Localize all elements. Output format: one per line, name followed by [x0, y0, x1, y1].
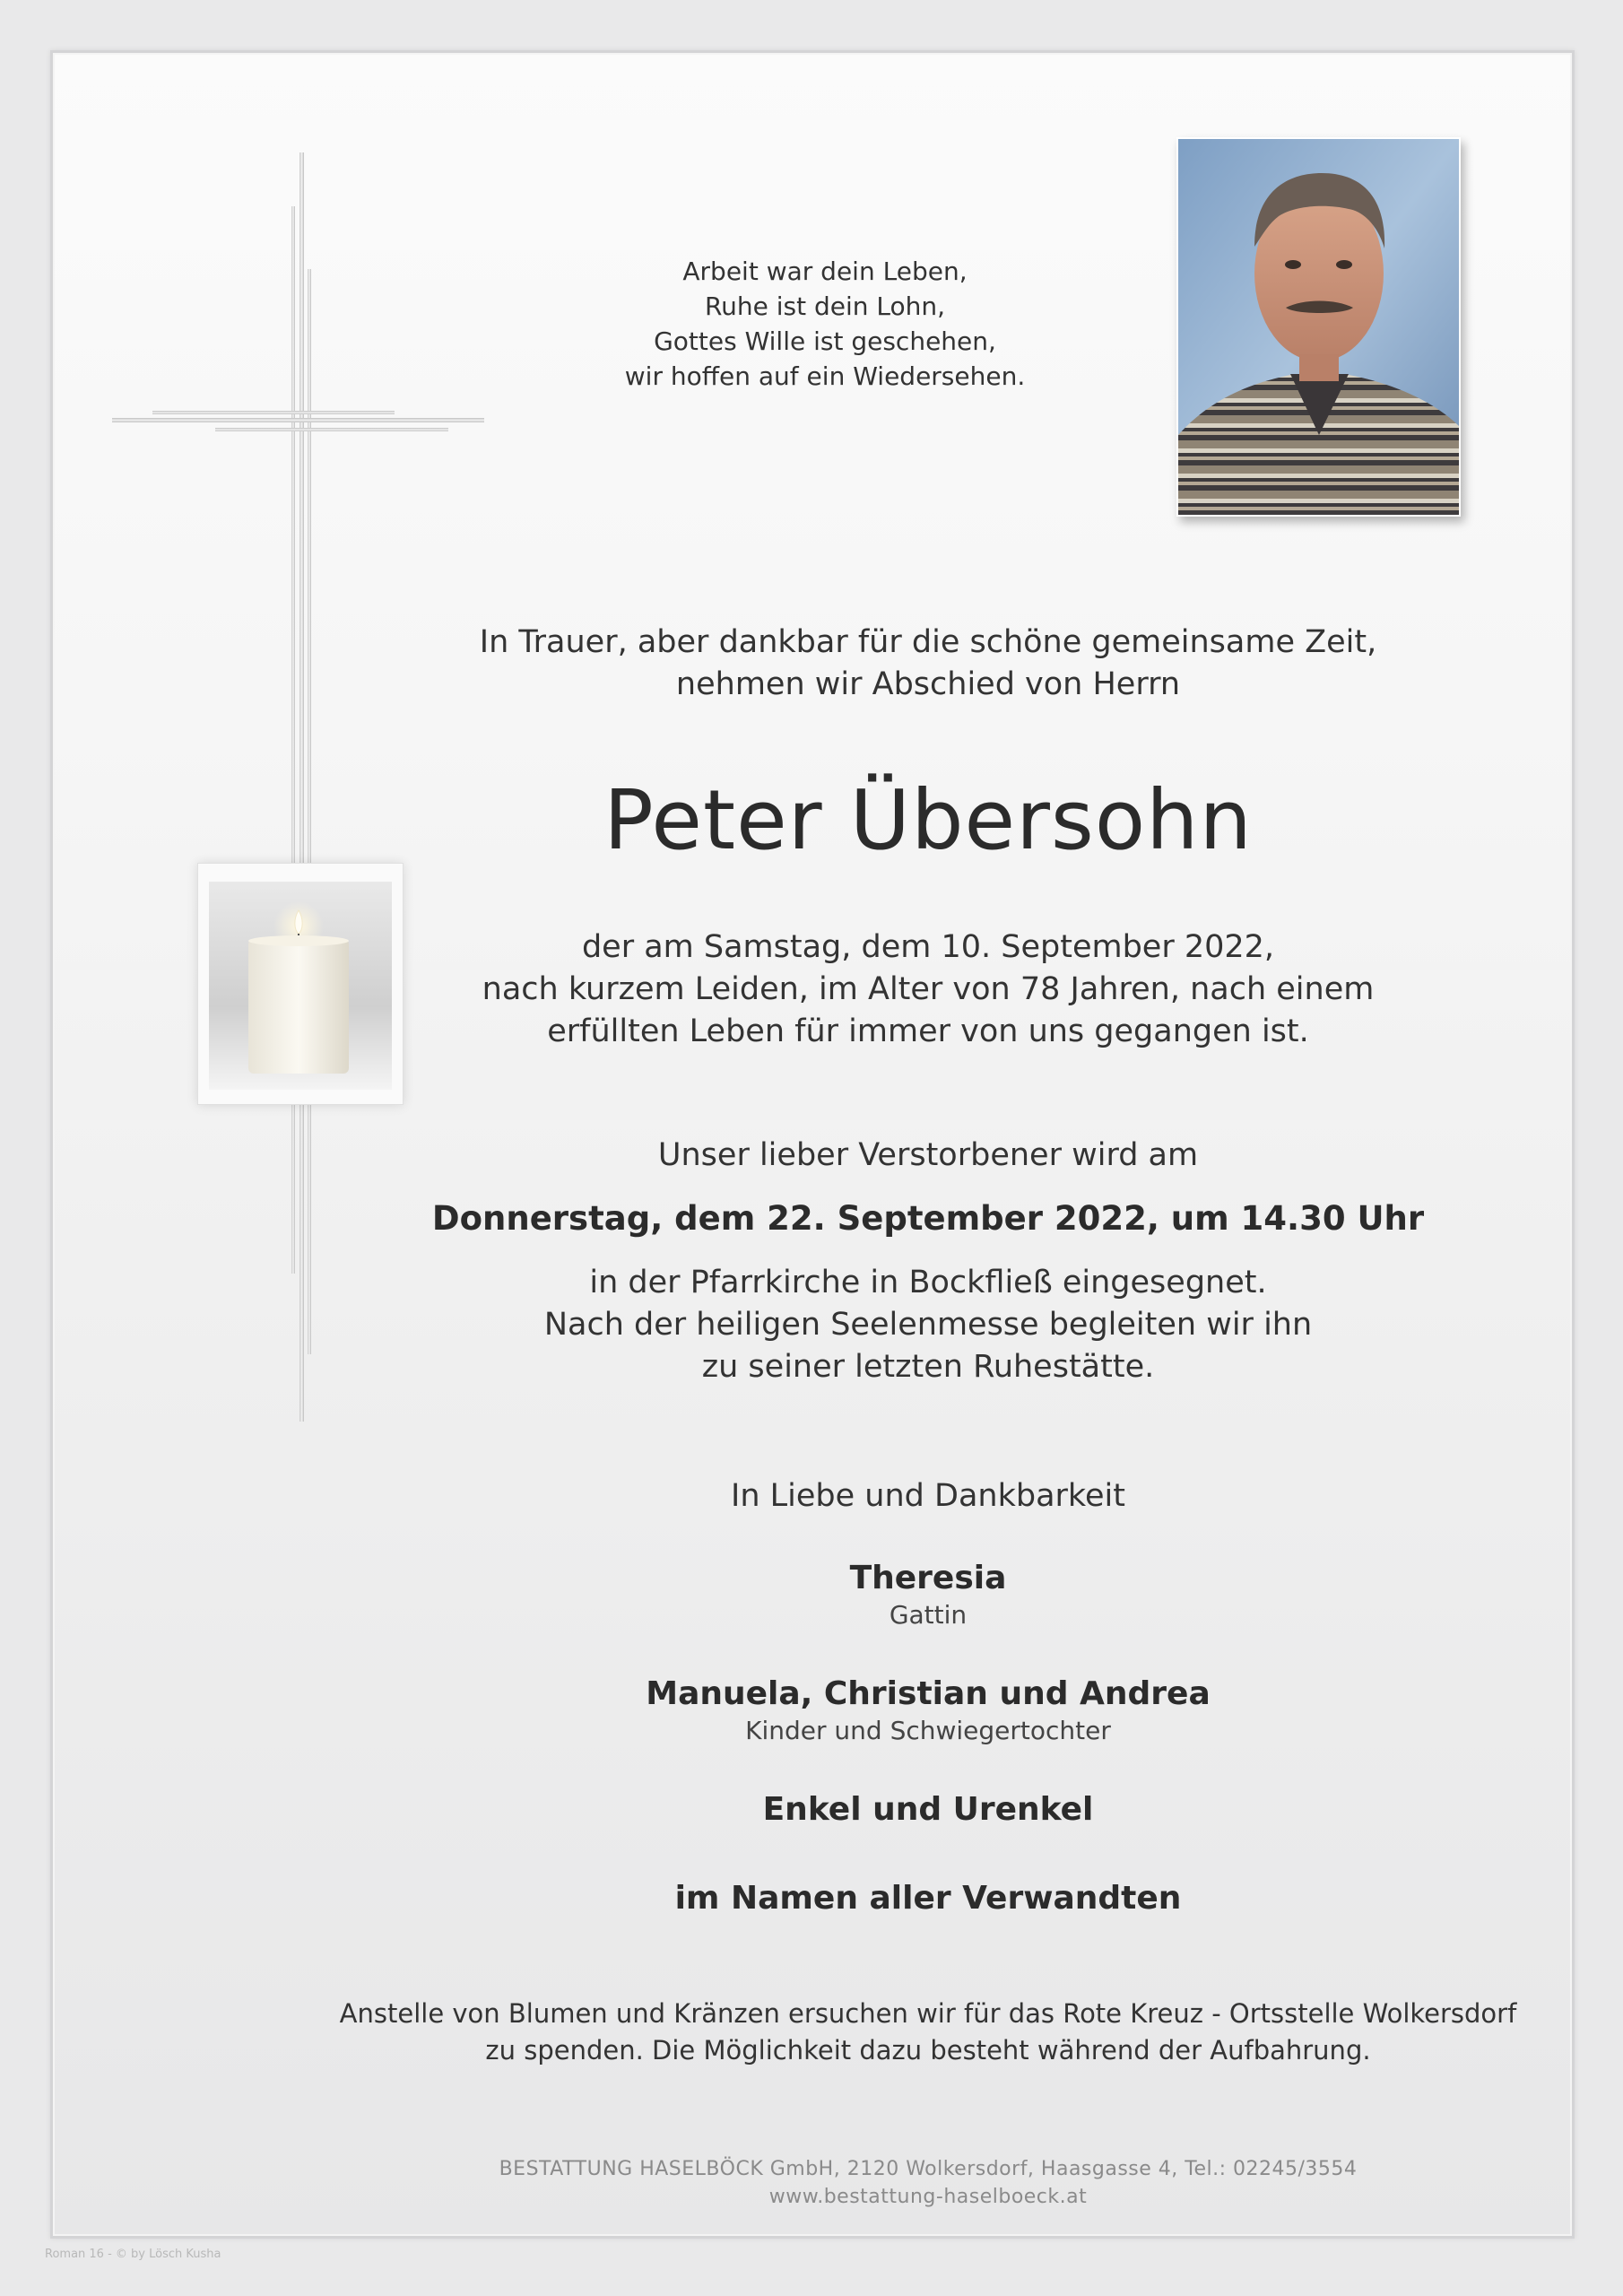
verse-line: wir hoffen auf ein Wiedersehen. [624, 361, 1026, 391]
mourner-name: Enkel und Urenkel [762, 1791, 1094, 1828]
mourner-role: Kinder und Schwiegertochter [745, 1716, 1111, 1745]
candle-icon [198, 864, 403, 1104]
mourner-name: Theresia [849, 1560, 1007, 1596]
cross-horizontal-bottom [215, 428, 448, 431]
funeral-details-line: in der Pfarrkirche in Bockfließ eingesegnet. [589, 1265, 1267, 1300]
intro-line: In Trauer, aber dankbar für die schöne gemeinsame Zeit, [479, 624, 1377, 660]
candle-image [197, 863, 404, 1105]
donation-line: Anstelle von Blumen und Kränzen ersuchen wir für das Rote Kreuz - Ortsstelle Wolkersdorf [339, 1998, 1517, 2029]
funeral-home-address: BESTATTUNG HASELBÖCK GmbH, 2120 Wolkersdorf, Haasgasse 4, Tel.: 02245/3554 [499, 2158, 1358, 2180]
funeral-details-line: zu seiner letzten Ruhestätte. [701, 1349, 1155, 1385]
donation-note [269, 1996, 1587, 2069]
cross-horizontal-main [112, 418, 484, 422]
verse [556, 254, 1094, 394]
portrait-icon [1178, 139, 1459, 515]
intro-text [390, 622, 1466, 706]
death-notice-line: der am Samstag, dem 10. September 2022, [581, 929, 1275, 965]
death-notice-line: erfüllten Leben für immer von uns gegangen ist. [547, 1013, 1309, 1049]
funeral-details [390, 1262, 1466, 1388]
funeral-home-website: www.bestattung-haselboeck.at [768, 2186, 1088, 2208]
mourner-role: Gattin [889, 1600, 968, 1630]
funeral-details-line: Nach der heiligen Seelenmesse begleiten wir ihn [543, 1307, 1313, 1343]
portrait-photo [1176, 137, 1461, 517]
cross-vertical-right [308, 269, 311, 1354]
mourner-name: Manuela, Christian und Andrea [646, 1675, 1211, 1712]
death-notice-line: nach kurzem Leiden, im Alter von 78 Jahren, nach einem [482, 971, 1375, 1007]
mourner-name: im Namen aller Verwandten [674, 1880, 1182, 1917]
intro-line: nehmen wir Abschied von Herrn [675, 666, 1181, 702]
verse-line: Arbeit war dein Leben, [682, 257, 968, 286]
verse-line: Gottes Wille ist geschehen, [654, 326, 996, 356]
cross-vertical-main [299, 152, 304, 1422]
donation-line: zu spenden. Die Möglichkeit dazu besteht während der Aufbahrung. [485, 2035, 1371, 2066]
closing-love: In Liebe und Dankbarkeit [731, 1478, 1125, 1514]
deceased-name: Peter Übersohn [603, 772, 1253, 868]
funeral-intro: Unser lieber Verstorbener wird am [657, 1137, 1199, 1173]
cross-horizontal-top [152, 411, 395, 414]
funeral-date: Donnerstag, dem 22. September 2022, um 14.30 Uhr [431, 1199, 1425, 1238]
verse-line: Ruhe ist dein Lohn, [704, 291, 946, 321]
death-notice [390, 926, 1466, 1053]
imprint: Roman 16 - © by Lösch Kusha [45, 2248, 221, 2261]
cross-vertical-left [291, 206, 295, 1274]
funeral-home-footer [390, 2155, 1466, 2211]
